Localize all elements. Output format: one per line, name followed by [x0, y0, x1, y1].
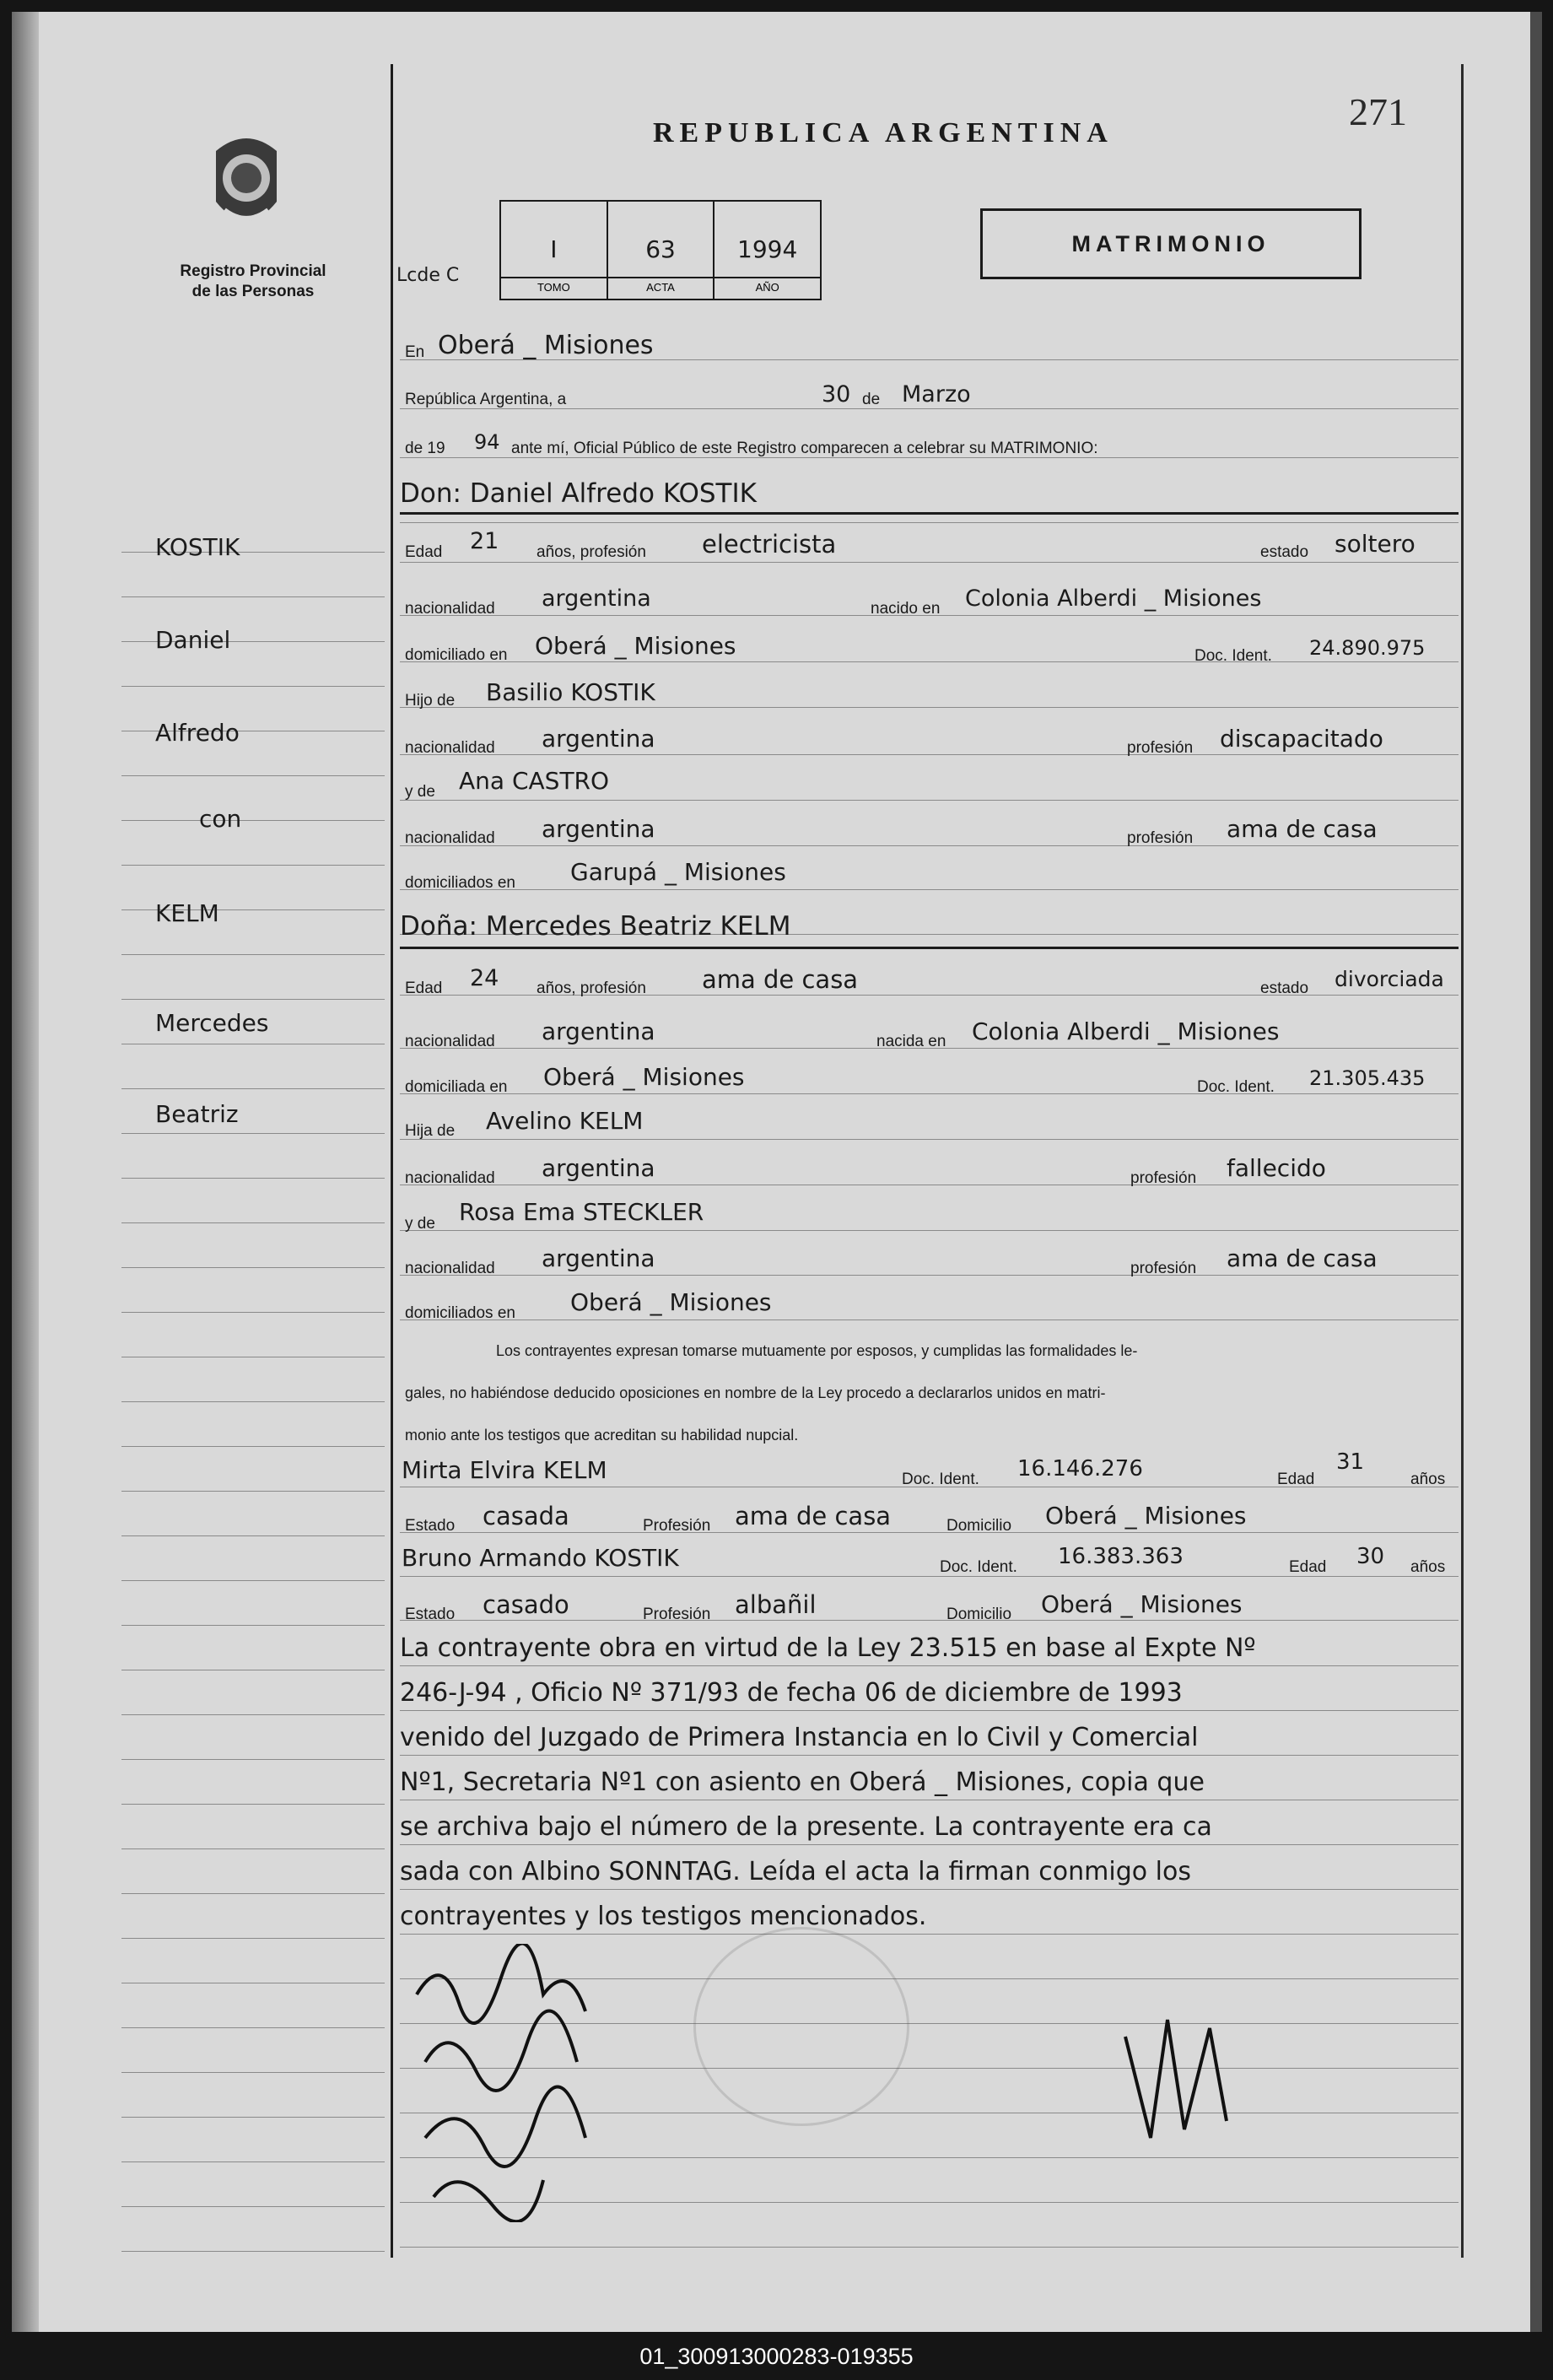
ruled-line: [121, 820, 385, 821]
bride-nac-label: nacionalidad: [405, 1033, 495, 1050]
witness-1-doc: 16.146.276: [1017, 1456, 1143, 1481]
acta-label: ACTA: [608, 277, 714, 294]
witness-1-anios-label: años: [1410, 1471, 1446, 1488]
ruled-line: [400, 562, 1459, 563]
bride-profesion: ama de casa: [702, 965, 859, 994]
witness-2-name: Bruno Armando KOSTIK: [402, 1544, 679, 1572]
ruled-line: [400, 1889, 1459, 1890]
groom-anios-prof-label: años, profesión: [537, 543, 646, 561]
left-margin-rule: [391, 64, 393, 2258]
ruled-line: [400, 1139, 1459, 1140]
book-prefix: Lcde C: [396, 265, 460, 286]
en-label: En: [405, 343, 425, 361]
ruled-line: [121, 865, 385, 866]
ruled-line: [121, 2072, 385, 2073]
ruled-line: [121, 2161, 385, 2162]
margin-note-bride-name: Mercedes: [155, 1009, 269, 1037]
anio-label: AÑO: [714, 277, 820, 294]
note-line-5: se archiva bajo el número de la presente. La contrayente era ca: [400, 1812, 1212, 1842]
witness-2-domicilio-label: Domicilio: [946, 1606, 1012, 1623]
ruled-line: [121, 2206, 385, 2207]
groom-profesion: electricista: [702, 530, 837, 559]
registry-label: [152, 262, 354, 302]
anio-value: 1994: [737, 235, 798, 263]
registry-line-1: Registro Provincial: [180, 262, 326, 280]
bride-padre: Avelino KELM: [486, 1107, 644, 1135]
groom-padre-prof: discapacitado: [1220, 725, 1383, 753]
groom-name: Don: Daniel Alfredo KOSTIK: [400, 478, 757, 509]
margin-note-name: Daniel: [155, 626, 231, 654]
ruled-line: [121, 1535, 385, 1536]
ruled-line: [400, 1710, 1459, 1711]
ruled-line: [121, 1759, 385, 1760]
ruled-line: [121, 2251, 385, 2252]
bride-nacida-label: nacida en: [876, 1033, 946, 1050]
groom-yde-label: y de: [405, 783, 435, 801]
right-margin-rule: [1461, 64, 1464, 2258]
bride-madre-prof-label: profesión: [1130, 1260, 1197, 1277]
ruled-line: [400, 845, 1459, 846]
note-line-3: venido del Juzgado de Primera Instancia en lo Civil y Comercial: [400, 1723, 1199, 1752]
witness-1-edad: 31: [1336, 1449, 1365, 1475]
witness-1-estado-label: Estado: [405, 1517, 456, 1535]
ruled-line: [400, 512, 1459, 515]
note-line-7: contrayentes y los testigos mencionados.: [400, 1902, 927, 1931]
ruled-line: [400, 1230, 1459, 1231]
ruled-line: [400, 1620, 1459, 1621]
margin-note-bride-surname: KELM: [155, 899, 219, 927]
signatures-left: [408, 1944, 628, 2222]
ruled-line: [400, 1844, 1459, 1845]
ruled-line: [121, 2027, 385, 2028]
note-line-1: La contrayente obra en virtud de la Ley 23.515 en base al Expte Nº: [400, 1633, 1256, 1663]
ruled-line: [400, 522, 1459, 523]
witness-2-profesion-label: Profesión: [643, 1606, 711, 1623]
document-type-box: MATRIMONIO: [980, 208, 1362, 279]
ruled-line: [121, 1804, 385, 1805]
groom-madre: Ana CASTRO: [459, 767, 610, 795]
witness-1-profesion: ama de casa: [735, 1502, 892, 1530]
witness-2-estado-label: Estado: [405, 1606, 456, 1623]
ruled-line: [400, 1665, 1459, 1666]
image-footer-id: 01_300913000283-019355: [639, 2344, 914, 2369]
ruled-line: [121, 1580, 385, 1581]
witness-1-doc-label: Doc. Ident.: [902, 1471, 979, 1488]
de-label: de: [862, 391, 881, 408]
witness-1-edad-label: Edad: [1277, 1471, 1315, 1488]
witness-2-doc-label: Doc. Ident.: [940, 1558, 1017, 1576]
reference-box: [499, 200, 822, 300]
groom-padre-prof-label: profesión: [1127, 739, 1194, 757]
page-number: 271: [1349, 90, 1407, 133]
witness-1-estado: casada: [483, 1502, 569, 1530]
ruled-line: [121, 1625, 385, 1626]
tomo-label: TOMO: [501, 277, 607, 294]
registry-line-2: de las Personas: [191, 283, 315, 300]
groom-nacido: Colonia Alberdi _ Misiones: [965, 586, 1262, 612]
ruled-line: [121, 686, 385, 687]
bride-madre-nac: argentina: [542, 1244, 655, 1272]
ruled-line: [400, 800, 1459, 801]
bride-anios-prof-label: años, profesión: [537, 980, 646, 997]
bride-hija-label: Hija de: [405, 1122, 456, 1140]
groom-madre-prof: ama de casa: [1227, 815, 1378, 843]
ruled-line: [400, 889, 1459, 890]
ruled-line: [121, 1848, 385, 1849]
official-signature: [1117, 2003, 1252, 2155]
margin-note-con: con: [199, 805, 242, 833]
groom-madre-nac: argentina: [542, 815, 655, 843]
ruled-line: [121, 1088, 385, 1089]
margin-note-surname: KOSTIK: [155, 533, 240, 561]
ruled-line: [400, 1934, 1459, 1935]
bride-madre-prof: ama de casa: [1227, 1244, 1378, 1272]
republica-label: República Argentina, a: [405, 391, 567, 408]
witness-1-profesion-label: Profesión: [643, 1517, 711, 1535]
witness-1-domicilio-label: Domicilio: [946, 1517, 1012, 1535]
groom-nacido-label: nacido en: [871, 600, 941, 618]
groom-nac-label: nacionalidad: [405, 600, 495, 618]
ruled-line: [121, 1446, 385, 1447]
bride-nacida: Colonia Alberdi _ Misiones: [972, 1017, 1280, 1045]
witness-2-anios-label: años: [1410, 1558, 1446, 1576]
note-line-4: Nº1, Secretaria Nº1 con asiento en Oberá _ Misiones, copia que: [400, 1767, 1205, 1797]
bride-doc-label: Doc. Ident.: [1197, 1078, 1275, 1096]
bride-padre-prof: fallecido: [1227, 1154, 1326, 1182]
acta-cell: [608, 202, 715, 299]
ruled-line: [121, 1938, 385, 1939]
witness-2-edad-label: Edad: [1289, 1558, 1327, 1576]
year-prefix: de 19: [405, 440, 445, 457]
groom-padre-nac-label: nacionalidad: [405, 739, 495, 757]
intro-place: Oberá _ Misiones: [438, 331, 654, 360]
declaration-line-1: Los contrayentes expresan tomarse mutuamente por esposos, y cumplidas las formalidades le-: [496, 1342, 1138, 1359]
intro-day: 30: [822, 381, 851, 407]
groom-nacionalidad: argentina: [542, 586, 651, 612]
ruled-line: [121, 1178, 385, 1179]
bride-padre-nac-label: nacionalidad: [405, 1169, 495, 1187]
witness-2-edad: 30: [1356, 1544, 1385, 1569]
groom-edad-label: Edad: [405, 543, 443, 561]
ruled-line: [121, 775, 385, 776]
ruled-line: [121, 1222, 385, 1223]
groom-padre-nac: argentina: [542, 725, 655, 753]
bride-doc: 21.305.435: [1309, 1066, 1426, 1090]
bride-dom-label: domiciliada en: [405, 1078, 508, 1096]
bride-madre-nac-label: nacionalidad: [405, 1260, 495, 1277]
bride-edad-label: Edad: [405, 980, 443, 997]
bride-doms-label: domiciliados en: [405, 1304, 515, 1322]
groom-hijo-label: Hijo de: [405, 692, 456, 710]
ruled-line: [400, 947, 1459, 949]
groom-padres-dom: Garupá _ Misiones: [570, 858, 786, 886]
ruled-line: [400, 1275, 1459, 1276]
ruled-line: [121, 596, 385, 597]
declaration-line-2: gales, no habiéndose deducido oposiciones en nombre de la Ley procedo a declararlos unidos en matri-: [405, 1384, 1106, 1401]
ruled-line: [400, 1532, 1459, 1533]
declaration-line-3: monio ante los testigos que acreditan su habilidad nupcial.: [405, 1427, 799, 1444]
ruled-line: [400, 754, 1459, 755]
ruled-line: [400, 1755, 1459, 1756]
ruled-line: [121, 1133, 385, 1134]
groom-estado: soltero: [1335, 530, 1415, 558]
margin-note-second-name: Alfredo: [155, 719, 240, 747]
bride-padre-prof-label: profesión: [1130, 1169, 1197, 1187]
witness-2-domicilio: Oberá _ Misiones: [1041, 1590, 1243, 1618]
witness-1-domicilio: Oberá _ Misiones: [1045, 1502, 1247, 1530]
ruled-line: [121, 2117, 385, 2118]
bride-domicilio: Oberá _ Misiones: [543, 1063, 745, 1091]
groom-doc: 24.890.975: [1309, 636, 1426, 660]
ruled-line: [121, 954, 385, 955]
provincial-seal: [199, 126, 294, 244]
faded-official-stamp: [693, 1927, 909, 2126]
margin-note-bride-second-name: Beatriz: [155, 1100, 239, 1128]
intro-month: Marzo: [902, 381, 971, 407]
witness-2-doc: 16.383.363: [1058, 1544, 1184, 1569]
bride-estado: divorciada: [1335, 967, 1444, 991]
page-binding-shadow: [12, 12, 39, 2332]
groom-doc-label: Doc. Ident.: [1194, 647, 1272, 665]
tomo-value: I: [550, 235, 558, 263]
bride-name: Doña: Mercedes Beatriz KELM: [400, 911, 791, 942]
tomo-cell: [501, 202, 608, 299]
groom-estado-label: estado: [1260, 543, 1309, 561]
groom-madre-nac-label: nacionalidad: [405, 829, 495, 847]
ruled-line: [400, 661, 1459, 662]
bride-estado-label: estado: [1260, 980, 1309, 997]
groom-dom-label: domiciliado en: [405, 646, 508, 664]
ruled-line: [121, 1312, 385, 1313]
witness-1-name: Mirta Elvira KELM: [402, 1456, 607, 1484]
ruled-line: [121, 1714, 385, 1715]
note-line-2: 246-J-94 , Oficio Nº 371/93 de fecha 06 de diciembre de 1993: [400, 1678, 1183, 1708]
bride-madre: Rosa Ema STECKLER: [459, 1198, 704, 1226]
groom-edad: 21: [470, 528, 499, 554]
ruled-line: [121, 999, 385, 1000]
ruled-line: [400, 2247, 1459, 2248]
bride-nacionalidad: argentina: [542, 1017, 655, 1045]
intro-year: 94: [474, 430, 500, 454]
bride-padres-dom: Oberá _ Misiones: [570, 1288, 772, 1316]
bride-yde-label: y de: [405, 1215, 435, 1233]
ante-text: ante mí, Oficial Público de este Registro comparecen a celebrar su MATRIMONIO:: [511, 440, 1098, 457]
witness-2-profesion: albañil: [735, 1590, 817, 1619]
anio-cell: [714, 202, 820, 299]
groom-domicilio: Oberá _ Misiones: [535, 632, 736, 660]
ruled-line: [121, 1893, 385, 1894]
ruled-line: [121, 1401, 385, 1402]
acta-value: 63: [645, 235, 676, 263]
ruled-line: [400, 1093, 1459, 1094]
note-line-6: sada con Albino SONNTAG. Leída el acta la firman conmigo los: [400, 1857, 1191, 1886]
ruled-line: [121, 1491, 385, 1492]
groom-madre-prof-label: profesión: [1127, 829, 1194, 847]
groom-doms-label: domiciliados en: [405, 874, 515, 892]
groom-padre: Basilio KOSTIK: [486, 678, 655, 706]
ruled-line: [400, 707, 1459, 708]
ruled-line: [121, 1267, 385, 1268]
bride-edad: 24: [470, 965, 499, 991]
document-title: REPUBLICA ARGENTINA: [653, 117, 1114, 148]
witness-2-estado: casado: [483, 1590, 569, 1619]
register-page: [12, 12, 1542, 2332]
bride-padre-nac: argentina: [542, 1154, 655, 1182]
